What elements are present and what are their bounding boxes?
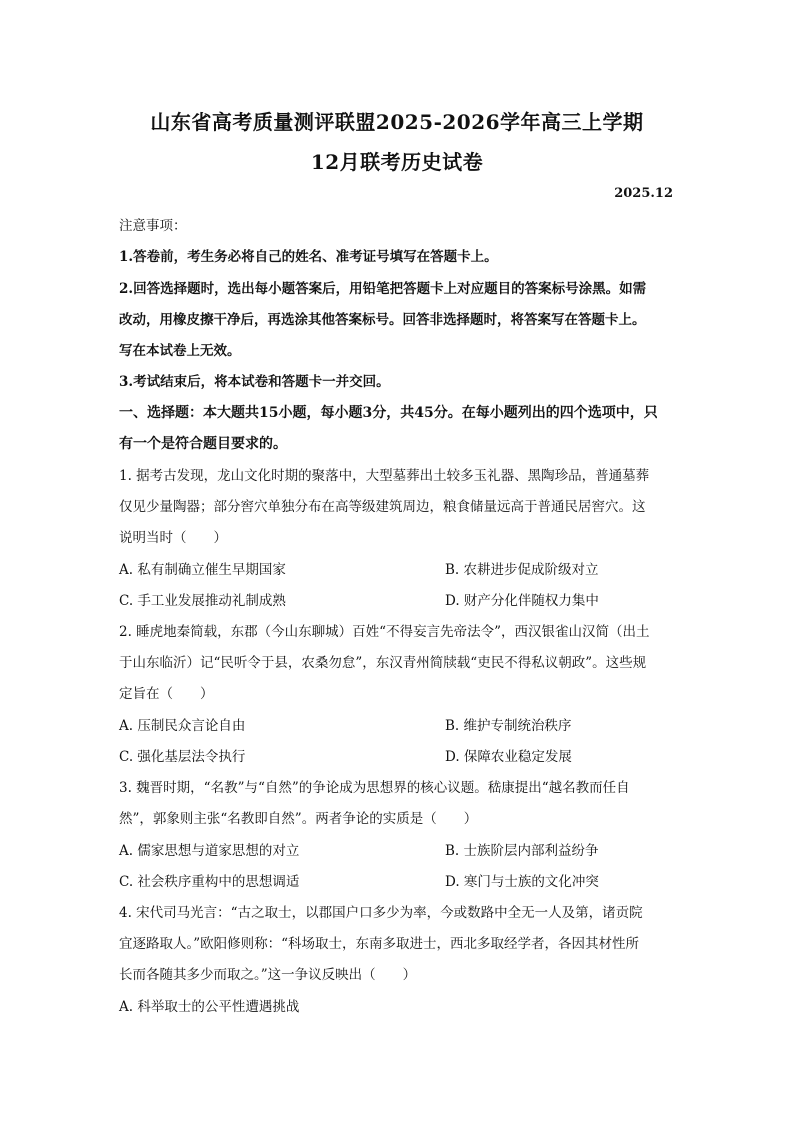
question-4-stem-line-1: 4. 宋代司马光言：“古之取士，以郡国户口多少为率，今或数路中全无一人及第，诸贡院 bbox=[119, 905, 643, 921]
question-3-option-c: C. 社会秩序重构中的思想调适 bbox=[119, 874, 300, 890]
question-2-option-a: A. 压制民众言论自由 bbox=[119, 718, 246, 734]
question-1-stem-line-1: 1. 据考古发现，龙山文化时期的聚落中，大型墓葬出土较多玉礼器、黑陶珍品，普通墓葬 bbox=[119, 468, 650, 484]
question-2-option-b: B. 维护专制统治秩序 bbox=[445, 718, 572, 734]
exam-title-line-1: 山东省高考质量测评联盟2025-2026学年高三上学期 bbox=[150, 110, 644, 134]
question-2-option-c: C. 强化基层法令执行 bbox=[119, 749, 246, 765]
note-2-line-2: 改动，用橡皮擦干净后，再选涂其他答案标号。回答非选择题时，将答案写在答题卡上。 bbox=[119, 312, 646, 328]
question-4-option-a: A. 科举取士的公平性遭遇挑战 bbox=[119, 999, 300, 1015]
question-1-option-d: D. 财产分化伴随权力集中 bbox=[445, 593, 599, 609]
question-3-stem-line-1: 3. 魏晋时期，“名教”与“自然”的争论成为思想界的核心议题。嵇康提出“越名教而任自 bbox=[119, 780, 630, 796]
question-3-stem-line-2: 然”，郭象则主张“名教即自然”。两者争论的实质是（ ） bbox=[119, 811, 478, 827]
question-1-stem-line-2: 仅见少量陶器；部分窖穴单独分布在高等级建筑周边，粮食储量远高于普通民居窖穴。这 bbox=[119, 499, 646, 515]
question-1-option-b: B. 农耕进步促成阶级对立 bbox=[445, 562, 599, 578]
question-3-option-a: A. 儒家思想与道家思想的对立 bbox=[119, 843, 300, 859]
exam-date: 2025.12 bbox=[614, 186, 673, 201]
note-2-line-3: 写在本试卷上无效。 bbox=[119, 343, 241, 359]
question-2-stem-line-1: 2. 睡虎地秦简载，东郡（今山东聊城）百姓“不得妄言先帝法令”，西汉银雀山汉简（出土 bbox=[119, 624, 650, 640]
section-heading-line-1: 一、选择题：本大题共15小题，每小题3分，共45分。在每小题列出的四个选项中，只 bbox=[119, 405, 658, 421]
question-4-stem-line-3: 长而各随其多少而取之。”这一争议反映出（ ） bbox=[119, 967, 417, 983]
notes-heading: 注意事项： bbox=[119, 218, 187, 234]
note-3: 3.考试结束后，将本试卷和答题卡一并交回。 bbox=[119, 374, 390, 390]
question-3-option-b: B. 士族阶层内部利益纷争 bbox=[445, 843, 599, 859]
exam-title-line-2: 12月联考历史试卷 bbox=[310, 150, 484, 174]
question-2-option-d: D. 保障农业稳定发展 bbox=[445, 749, 572, 765]
question-2-stem-line-3: 定旨在（ ） bbox=[119, 686, 214, 702]
question-2-stem-line-2: 于山东临沂）记“民听令于县，农桑勿怠”，东汉青州简牍载“吏民不得私议朝政”。这些规 bbox=[119, 655, 647, 671]
question-4-stem-line-2: 宜逐路取人。”欧阳修则称：“科场取士，东南多取进士，西北多取经学者，各因其材性所 bbox=[119, 936, 640, 952]
note-1: 1.答卷前，考生务必将自己的姓名、准考证号填写在答题卡上。 bbox=[119, 249, 498, 265]
note-2-line-1: 2.回答选择题时，选出每小题答案后，用铅笔把答题卡上对应题目的答案标号涂黑。如需 bbox=[119, 281, 647, 297]
question-3-option-d: D. 寒门与士族的文化冲突 bbox=[445, 874, 599, 890]
section-heading-line-2: 有一个是符合题目要求的。 bbox=[119, 436, 287, 452]
question-1-option-c: C. 手工业发展推动礼制成熟 bbox=[119, 593, 286, 609]
question-1-stem-line-3: 说明当时（ ） bbox=[119, 530, 227, 546]
question-1-option-a: A. 私有制确立催生早期国家 bbox=[119, 562, 286, 578]
